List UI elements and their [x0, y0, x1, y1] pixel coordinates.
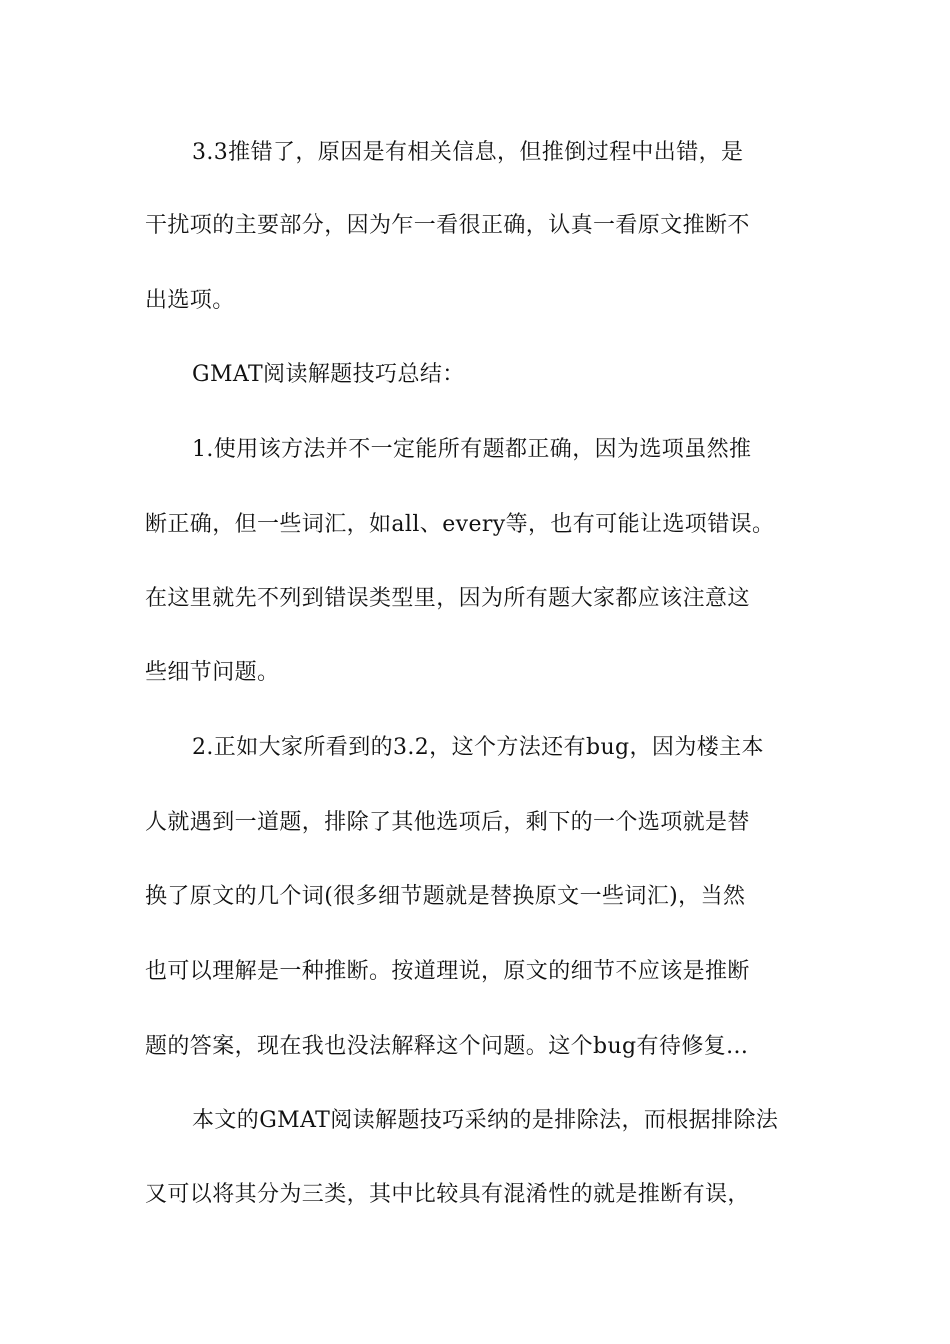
- text-line: 断正确，但一些词汇，如all、every等，也有可能让选项错误。: [145, 512, 775, 537]
- text-line: 人就遇到一道题，排除了其他选项后，剩下的一个选项就是替: [145, 810, 750, 835]
- text-line: 也可以理解是一种推断。按道理说，原文的细节不应该是推断: [145, 959, 750, 984]
- text-line: 2.正如大家所看到的3.2，这个方法还有bug，因为楼主本: [192, 735, 764, 760]
- text-line: 3.3推错了，原因是有相关信息，但推倒过程中出错，是: [192, 140, 744, 165]
- text-line: 出选项。: [145, 288, 235, 313]
- text-line: 又可以将其分为三类，其中比较具有混淆性的就是推断有误，: [145, 1182, 750, 1207]
- text-line: 1.使用该方法并不一定能所有题都正确，因为选项虽然推: [192, 437, 752, 462]
- text-line: 换了原文的几个词(很多细节题就是替换原文一些词汇)，当然: [145, 884, 746, 909]
- text-line: 在这里就先不列到错误类型里，因为所有题大家都应该注意这: [145, 586, 750, 611]
- text-line: 些细节问题。: [145, 660, 280, 685]
- section-heading: GMAT阅读解题技巧总结：: [192, 362, 465, 387]
- text-line: 本文的GMAT阅读解题技巧采纳的是排除法，而根据排除法: [192, 1108, 779, 1133]
- text-line: 干扰项的主要部分，因为乍一看很正确，认真一看原文推断不: [145, 213, 750, 238]
- text-line: 题的答案，现在我也没法解释这个问题。这个bug有待修复...: [145, 1034, 749, 1059]
